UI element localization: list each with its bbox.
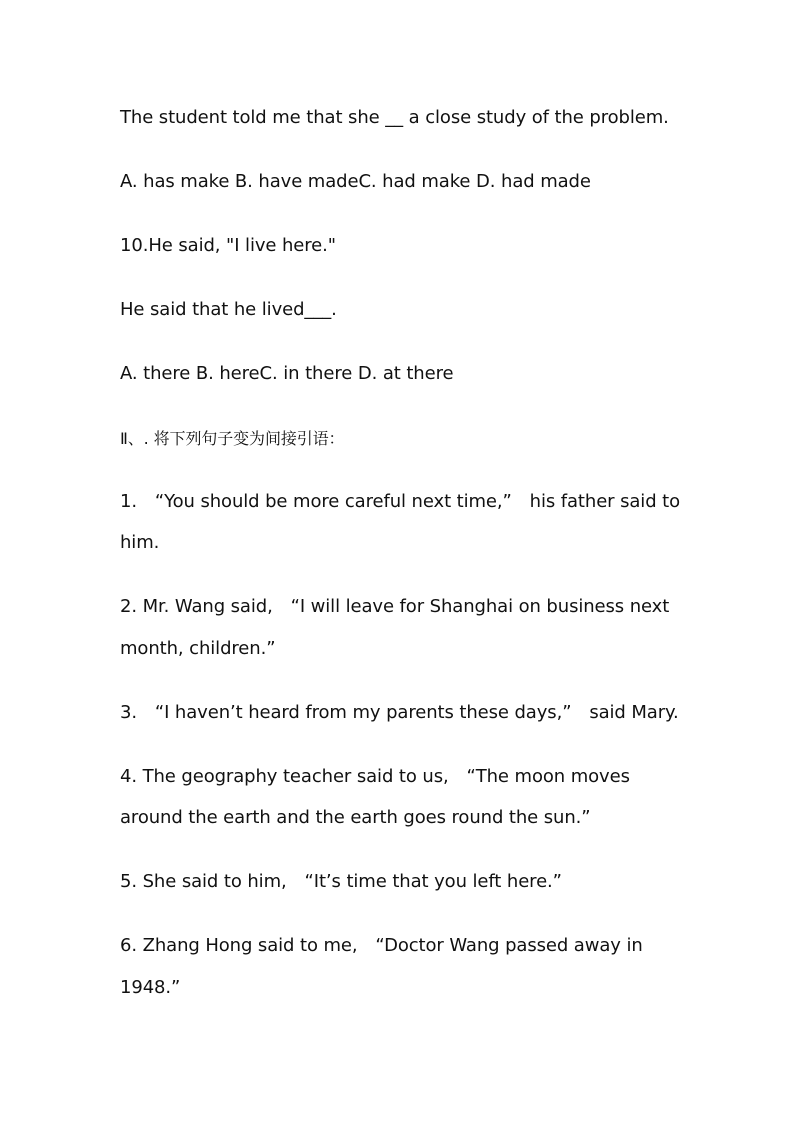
- exercise-6-line-1: 6. Zhang Hong said to me, “Doctor Wang passed away in: [120, 935, 643, 956]
- question-stem-close-study: The student told me that she __ a close study of the problem.: [120, 107, 669, 128]
- exercise-5-line-1: 5. She said to him, “It’s time that you left here.”: [120, 871, 562, 892]
- exercise-1-line-2: him.: [120, 532, 160, 553]
- exercise-1-line-1: 1. “You should be more careful next time,” his father said to: [120, 491, 681, 512]
- exercise-3-line-1: 3. “I haven’t heard from my parents these days,” said Mary.: [120, 702, 679, 723]
- question-10-prompt: He said that he lived___.: [120, 299, 337, 320]
- question-10-options: A. there B. hereC. in there D. at there: [120, 363, 454, 384]
- exercise-4-line-1: 4. The geography teacher said to us, “The moon moves: [120, 766, 630, 787]
- section-ii-heading: Ⅱ、. 将下列句子变为间接引语：: [120, 429, 345, 448]
- question-options-close-study: A. has make B. have madeC. had make D. had made: [120, 171, 591, 192]
- exercise-2-line-1: 2. Mr. Wang said, “I will leave for Shanghai on business next: [120, 596, 670, 617]
- question-10-stem: 10.He said, "I live here.": [120, 235, 336, 256]
- exercise-4-line-2: around the earth and the earth goes round the sun.”: [120, 807, 591, 828]
- exercise-6-line-2: 1948.”: [120, 977, 181, 998]
- exercise-2-line-2: month, children.”: [120, 638, 276, 659]
